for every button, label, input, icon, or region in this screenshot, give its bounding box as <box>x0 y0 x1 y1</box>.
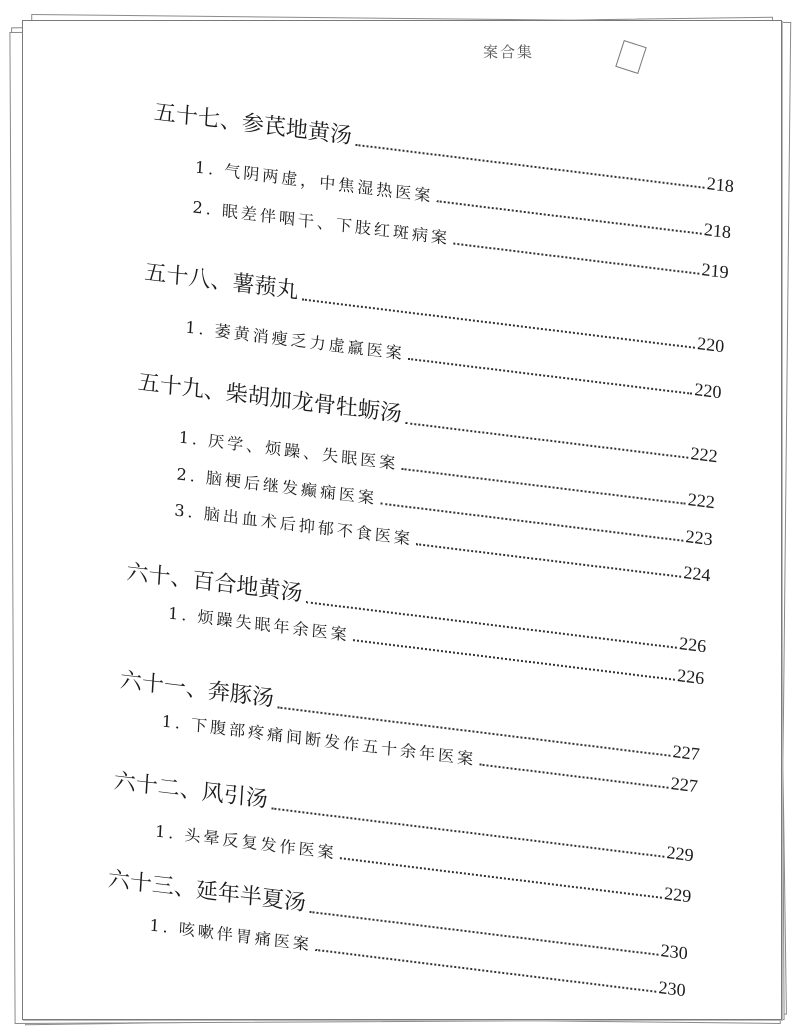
entry-title: 2. 脑梗后继发癫痫医案 <box>176 464 378 509</box>
entry-title: 1. 厌学、烦躁、失眠医案 <box>178 427 399 474</box>
dot-leader <box>480 763 669 789</box>
entry-title: 1. 气阴两虚，中焦湿热医案 <box>194 157 434 206</box>
dot-leader <box>416 542 681 578</box>
entry-title: 1. 咳嗽伴胃痛医案 <box>148 915 313 955</box>
dot-leader <box>316 948 657 993</box>
entry-title: 六十三、延年半夏汤 <box>107 867 307 917</box>
page-number: 223 <box>685 526 714 550</box>
page-number: 227 <box>672 741 701 765</box>
page-stamp-icon <box>615 40 646 74</box>
entry-title: 六十、百合地黄汤 <box>125 560 304 607</box>
dot-leader <box>454 242 700 275</box>
dot-leader <box>405 421 688 459</box>
table-of-contents <box>103 95 735 1026</box>
entry-title: 六十一、奔豚汤 <box>119 668 275 712</box>
entry-title: 五十八、薯蓣丸 <box>143 260 300 304</box>
page-number: 218 <box>703 219 732 243</box>
page-number: 230 <box>657 977 687 1001</box>
page-number: 226 <box>676 665 705 689</box>
entry-title: 1. 下腹部疼痛间断发作五十余年医案 <box>161 711 477 770</box>
entry-title: 五十七、参芪地黄汤 <box>153 100 353 150</box>
page-number: 229 <box>663 883 692 907</box>
page-number: 229 <box>666 842 695 866</box>
page-number: 218 <box>706 173 735 197</box>
page-number: 230 <box>660 940 689 964</box>
page-number: 227 <box>670 773 699 797</box>
running-header: 案合集 <box>483 43 535 61</box>
page-number: 219 <box>701 259 730 283</box>
page-number: 222 <box>687 489 716 513</box>
page-number: 220 <box>696 333 725 357</box>
entry-title: 3. 脑出血术后抑郁不食医案 <box>173 500 414 549</box>
page-number: 220 <box>693 379 723 403</box>
page-number: 222 <box>690 443 719 467</box>
entry-title: 1. 头晕反复发作医案 <box>154 821 338 863</box>
entry-title: 五十九、柴胡加龙骨牡蛎汤 <box>137 370 403 428</box>
entry-title: 1. 萎黄消瘦乏力虚羸医案 <box>184 317 406 364</box>
page-number: 226 <box>678 633 707 657</box>
dot-leader <box>340 856 662 899</box>
entry-title: 六十二、风引汤 <box>113 769 269 813</box>
entry-title: 1. 烦躁失眠年余医案 <box>167 603 351 645</box>
dot-leader <box>408 357 692 395</box>
page-number: 224 <box>682 562 712 586</box>
entry-title: 2. 眠差伴咽干、下肢红斑病案 <box>192 197 451 249</box>
